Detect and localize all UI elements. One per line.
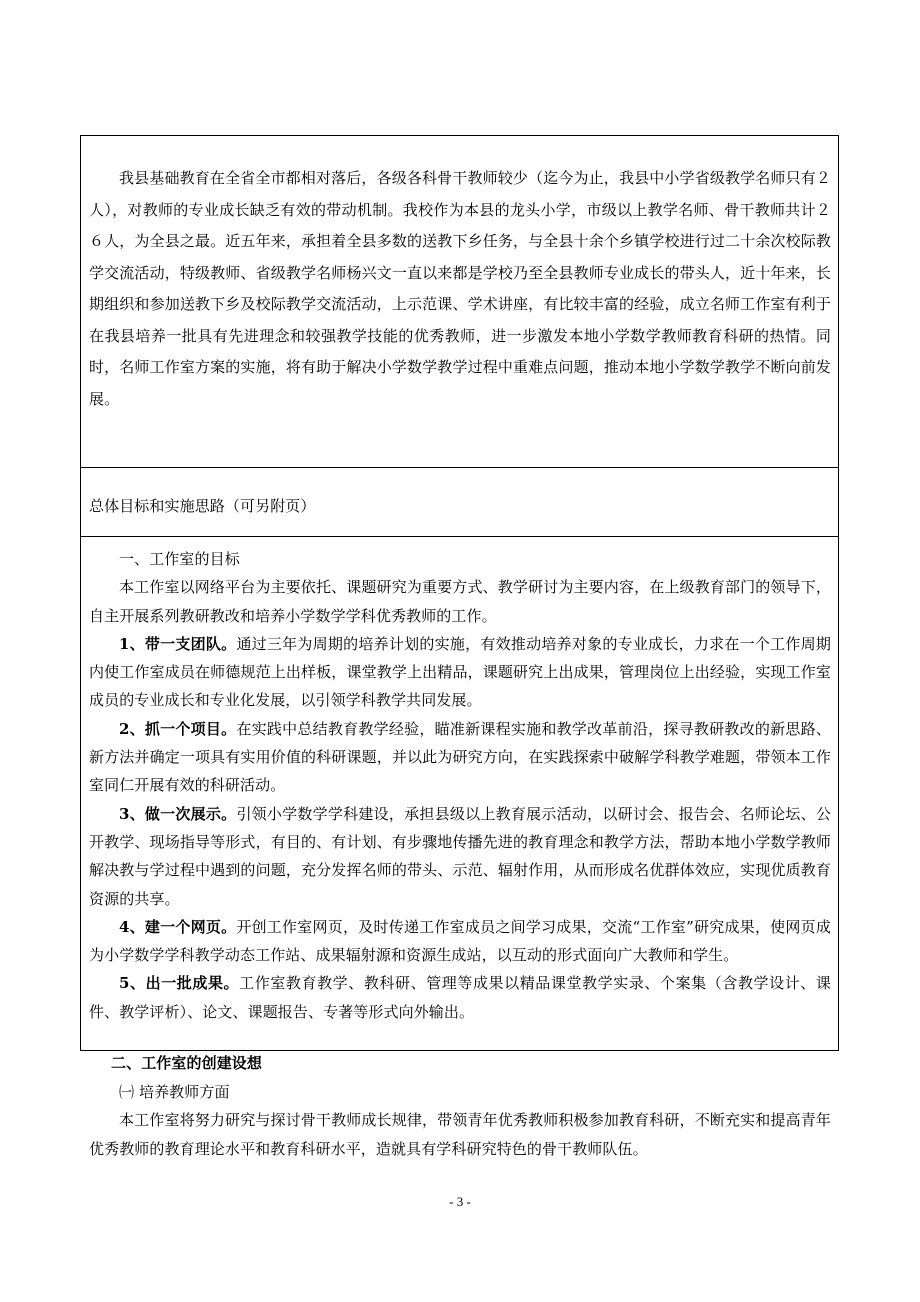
section2-title: 二、工作室的创建设想: [111, 1054, 263, 1073]
section2-subtitle: ㈠ 培养教师方面: [119, 1083, 230, 1102]
goal-item-label: 1、带一支团队。: [119, 634, 237, 653]
goal-item-label: 5、出一批成果。: [119, 974, 240, 993]
section1-title: 一、工作室的目标: [119, 550, 240, 568]
goal-item-label: 4、建一个网页。: [119, 917, 237, 936]
goal-item: [89, 969, 831, 1026]
goal-item-text: 引领小学数学学科建设，承担县级以上教育展示活动，以研讨会、报告会、名师论坛、公开教学、现场指导等形式，有目的、有计划、有步骤地传播先进的教育理念和教学方法，帮助本地小学数学教师解决教与学过程中遇到的问题，充分发挥名师的带头、示范、辐射作用，从而形成名优群体效应，实现优质教育资源的共享。: [89, 804, 831, 908]
section1-intro: 本工作室以网络平台为主要依托、课题研究为重要方式、教学研讨为主要内容，在上级教育部门的领导下，自主开展系列教研教改和培养小学数学学科优秀教师的工作。: [89, 578, 831, 625]
goal-item-label: 2、抓一个项目。: [119, 719, 237, 738]
goal-item-text: 通过三年为周期的培养计划的实施，有效推动培养对象的专业成长，力求在一个工作周期内使工作室成员在师德规范上出样板，课堂教学上出精品，课题研究上出成果，管理岗位上出经验，实现工作室成员的专业成长和专业化发展，以引领学科教学共同发展。: [89, 634, 831, 710]
goal-item-text: 在实践中总结教育教学经验，瞄准新课程实施和教学改革前沿，探寻教研教改的新思路、新方法并确定一项具有实用价值的科研课题，并以此为研究方向，在实践探索中破解学科教学难题，带领本工作室同仁开展有效的科研活动。: [89, 719, 831, 795]
goal-item: [89, 913, 831, 970]
page-number: - 3 -: [449, 1194, 471, 1209]
goal-item: [89, 715, 831, 800]
goals-heading: 总体目标和实施思路（可另附页）: [89, 497, 316, 515]
spacer: [89, 1026, 831, 1048]
background-paragraph: 我县基础教育在全省全市都相对落后，各级各科骨干教师较少（迄今为止，我县中小学省级教学名师只有２人），对教师的专业成长缺乏有效的带动机制。我校作为本县的龙头小学，市级以上教学名师、骨干教师共计２６人，为全县之最。近五年来，承担着全县多数的送教下乡任务，与全县十余个乡镇学校进行过二十余次校际教学交流活动，特级教师、省级教学名师杨兴文一直以来都是学校乃至全县教师专业成长的带头人，近十年来，长期组织和参加送教下乡及校际教学交流活动，上示范课、学术讲座，有比较丰富的经验，成立名师工作室有利于在我县培养一批具有先进理念和较强教学技能的优秀教师，进一步激发本地小学数学教师教育科研的热情。同时，名师工作室方案的实施，将有助于解决小学数学教学过程中重难点问题，推动本地小学数学教学不断向前发展。: [89, 169, 831, 408]
goals-content-cell: [81, 537, 838, 1158]
goal-item-text: 工作室教育教学、教科研、管理等成果以精品课堂教学实录、个案集（含教学设计、课件、教学评析）、论文、课题报告、专著等形式向外输出。: [89, 974, 831, 1021]
background-cell: [81, 136, 838, 468]
goal-item-text: 开创工作室网页，及时传递工作室成员之间学习成果，交流“工作室”研究成果，使网页成为小学数学学科教学动态工作站、成果辐射源和资源生成站，以互动的形式面向广大教师和学生。: [89, 917, 831, 965]
goal-item-label: 3、做一次展示。: [119, 804, 237, 823]
goal-item: [89, 630, 831, 715]
section2-paragraph: 本工作室将努力研究与探讨骨干教师成长规律，带领青年优秀教师积极参加教育科研，不断充实和提高青年优秀教师的教育理论水平和教育科研水平，造就具有学科研究特色的骨干教师队伍。: [89, 1111, 831, 1158]
goal-item: [89, 800, 831, 913]
goals-heading-cell: [81, 468, 838, 537]
application-form-table: [80, 135, 839, 1158]
